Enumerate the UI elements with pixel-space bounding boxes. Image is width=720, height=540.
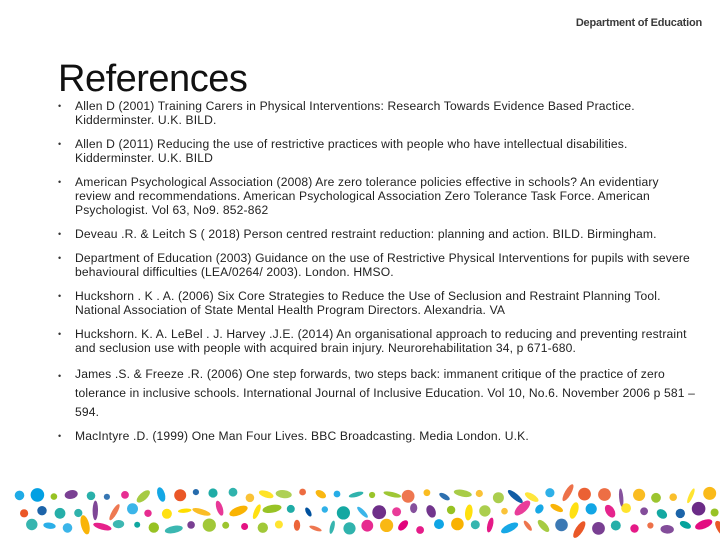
band-dot (545, 488, 554, 497)
band-dot (144, 510, 151, 517)
reference-item (58, 227, 698, 241)
bullet-icon: • (58, 139, 62, 149)
band-dot (402, 490, 415, 503)
band-dot (93, 521, 113, 532)
band-dot (337, 506, 350, 519)
band-dot (424, 489, 431, 496)
band-dot (396, 518, 410, 532)
band-dot (51, 493, 58, 500)
band-dot (275, 521, 283, 529)
band-dot (55, 508, 66, 519)
band-dot (549, 502, 564, 514)
band-dot (647, 522, 653, 528)
bullet-icon: • (58, 431, 62, 441)
band-dot (334, 491, 341, 498)
band-dot (571, 520, 588, 540)
band-dot (703, 487, 716, 500)
band-dot (251, 503, 262, 520)
band-dot (304, 506, 313, 517)
bullet-icon: • (58, 371, 62, 381)
band-dot (229, 488, 238, 497)
department-logo: Department of Education (575, 17, 702, 29)
band-dot (108, 503, 122, 522)
reference-text: Department of Education (2003) Guidance on the use of Restrictive Physical Interventions for pupils with severe behavioural difficulties (LEA/0264/ 2003). London. HMSO. (75, 251, 690, 279)
reference-item (58, 175, 698, 217)
band-dot (713, 519, 720, 539)
band-dot (20, 509, 28, 517)
band-dot (561, 483, 576, 503)
band-dot (493, 492, 504, 503)
band-dot (471, 520, 480, 529)
band-dot (192, 506, 212, 517)
band-dot (651, 493, 661, 503)
band-dot (392, 507, 401, 516)
band-dot (598, 488, 611, 501)
band-dot (603, 503, 618, 519)
band-dot (640, 507, 648, 515)
band-dot (121, 491, 129, 499)
band-dot (31, 488, 45, 502)
band-dot (380, 519, 393, 532)
reference-item (58, 251, 698, 279)
band-dot (164, 524, 183, 535)
band-dot (434, 519, 444, 529)
band-dot (372, 505, 386, 519)
band-dot (686, 488, 696, 504)
band-dot (694, 517, 714, 532)
bullet-icon: • (58, 177, 62, 187)
band-dot (479, 505, 490, 516)
band-dot (633, 489, 645, 501)
band-dot (63, 523, 73, 533)
band-dot (453, 488, 472, 498)
bullet-icon: • (58, 101, 62, 111)
band-dot (134, 522, 140, 528)
band-dot (536, 518, 551, 534)
band-dot (37, 506, 46, 515)
reference-text: Allen D (2001) Training Carers in Physical Interventions: Research Towards Evidence Based Practice. Kidderminster. U.K. BILD. (75, 99, 635, 127)
band-dot (630, 524, 638, 532)
band-dot (43, 522, 56, 530)
band-dot (149, 522, 159, 532)
reference-item (58, 327, 698, 355)
band-dot (87, 492, 96, 501)
band-dot (214, 500, 225, 517)
band-dot (222, 522, 229, 529)
band-dot (655, 507, 669, 521)
reference-text: MacIntyre .D. (1999) One Man Four Lives. BBC Broadcasting. Media London. U.K. (75, 429, 529, 443)
band-dot (499, 520, 519, 535)
band-dot (578, 488, 591, 501)
band-dot (348, 490, 364, 498)
reference-text: James .S. & Freeze .R. (2006) One step forwards, two steps back: immanent critique of the practice of zero tolerance in inclusive schools. International Journal of Inclusive Education. Vol 10, No.6. November 2006 p 581 – 594. (75, 367, 695, 419)
band-dot (258, 489, 275, 500)
band-dot (679, 519, 692, 530)
band-dot (369, 492, 375, 498)
band-dot (275, 489, 292, 499)
band-dot (74, 509, 82, 517)
decorative-dot-band (0, 478, 720, 540)
reference-list (58, 99, 698, 453)
band-dot (15, 491, 25, 501)
band-dot (660, 525, 674, 534)
reference-text: Deveau .R. & Leitch S ( 2018) Person centred restraint reduction: planning and action. BILD. Birmingham. (75, 227, 657, 241)
band-dot (592, 522, 605, 535)
band-dot (113, 520, 125, 529)
reference-item (58, 429, 698, 443)
band-dot (476, 490, 483, 497)
reference-item (58, 365, 698, 422)
reference-item (58, 289, 698, 317)
reference-text: American Psychological Association (2008) Are zero tolerance policies effective in schools? An evidentiary review and recommendations. American Psychological Association Zero Tolerance Task Force. American Psychologist. Vol 63, No9. 852-862 (75, 175, 659, 217)
reference-text: Allen D (2011) Reducing the use of restrictive practices with people who have intellectual disabilities. Kidderminster. U.K. BILD (75, 137, 628, 165)
band-dot (208, 488, 217, 497)
band-dot (262, 503, 282, 514)
band-dot (501, 508, 508, 515)
band-dot (506, 488, 524, 505)
band-dot (322, 506, 328, 512)
reference-text: Huckshorn. K. A. LeBel . J. Harvey .J.E. (2014) An organisational approach to reducing and preventing restraint and seclusion use with people with acquired brain injury. Neurorehabilitation 34, p 671-680. (75, 327, 687, 355)
band-dot (64, 489, 79, 500)
band-dot (258, 523, 268, 533)
band-dot (361, 520, 373, 532)
band-dot (416, 526, 424, 534)
band-dot (451, 518, 464, 531)
band-dot (79, 514, 92, 535)
band-dot (193, 489, 199, 495)
band-dot (586, 503, 597, 514)
band-dot (533, 503, 545, 515)
band-dot (692, 502, 706, 516)
band-dot (174, 489, 186, 501)
bullet-icon: • (58, 291, 62, 301)
band-dot (246, 494, 255, 503)
band-dot (447, 506, 455, 514)
band-dot (26, 519, 37, 530)
band-dot (299, 489, 306, 496)
band-dot (486, 517, 495, 533)
band-dot (104, 494, 110, 500)
band-dot (127, 503, 138, 514)
band-dot (241, 523, 248, 530)
page-title: References (58, 58, 248, 100)
band-dot (187, 521, 195, 529)
band-dot (383, 490, 402, 499)
band-dot (711, 509, 719, 517)
band-dot (294, 520, 300, 531)
band-dot (568, 501, 581, 520)
band-dot (309, 524, 323, 532)
band-dot (203, 519, 216, 532)
band-dot (410, 503, 418, 513)
band-dot (162, 509, 172, 519)
bullet-icon: • (58, 253, 62, 263)
band-dot (343, 522, 355, 534)
reference-item (58, 99, 698, 127)
band-dot (464, 504, 473, 521)
band-dot (287, 505, 295, 513)
band-dot (621, 503, 631, 513)
band-dot (314, 488, 327, 500)
band-dot (438, 491, 451, 502)
band-dot (555, 519, 568, 532)
band-dot (669, 493, 677, 501)
band-dot (135, 488, 152, 505)
bullet-icon: • (58, 229, 62, 239)
band-dot (228, 503, 249, 518)
band-dot (328, 520, 336, 534)
band-dot (92, 501, 98, 521)
band-dot (522, 520, 533, 532)
band-dot (356, 505, 369, 519)
band-dot (425, 504, 438, 519)
bullet-icon: • (58, 329, 62, 339)
reference-text: Huckshorn . K . A. (2006) Six Core Strategies to Reduce the Use of Seclusion and Restraint Planning Tool. National Association of State Mental Health Program Directors. Alexandria. VA (75, 289, 661, 317)
reference-item (58, 137, 698, 165)
band-dot (611, 521, 621, 531)
band-dot (178, 508, 192, 514)
band-dot (676, 509, 685, 518)
band-dot (155, 486, 166, 503)
